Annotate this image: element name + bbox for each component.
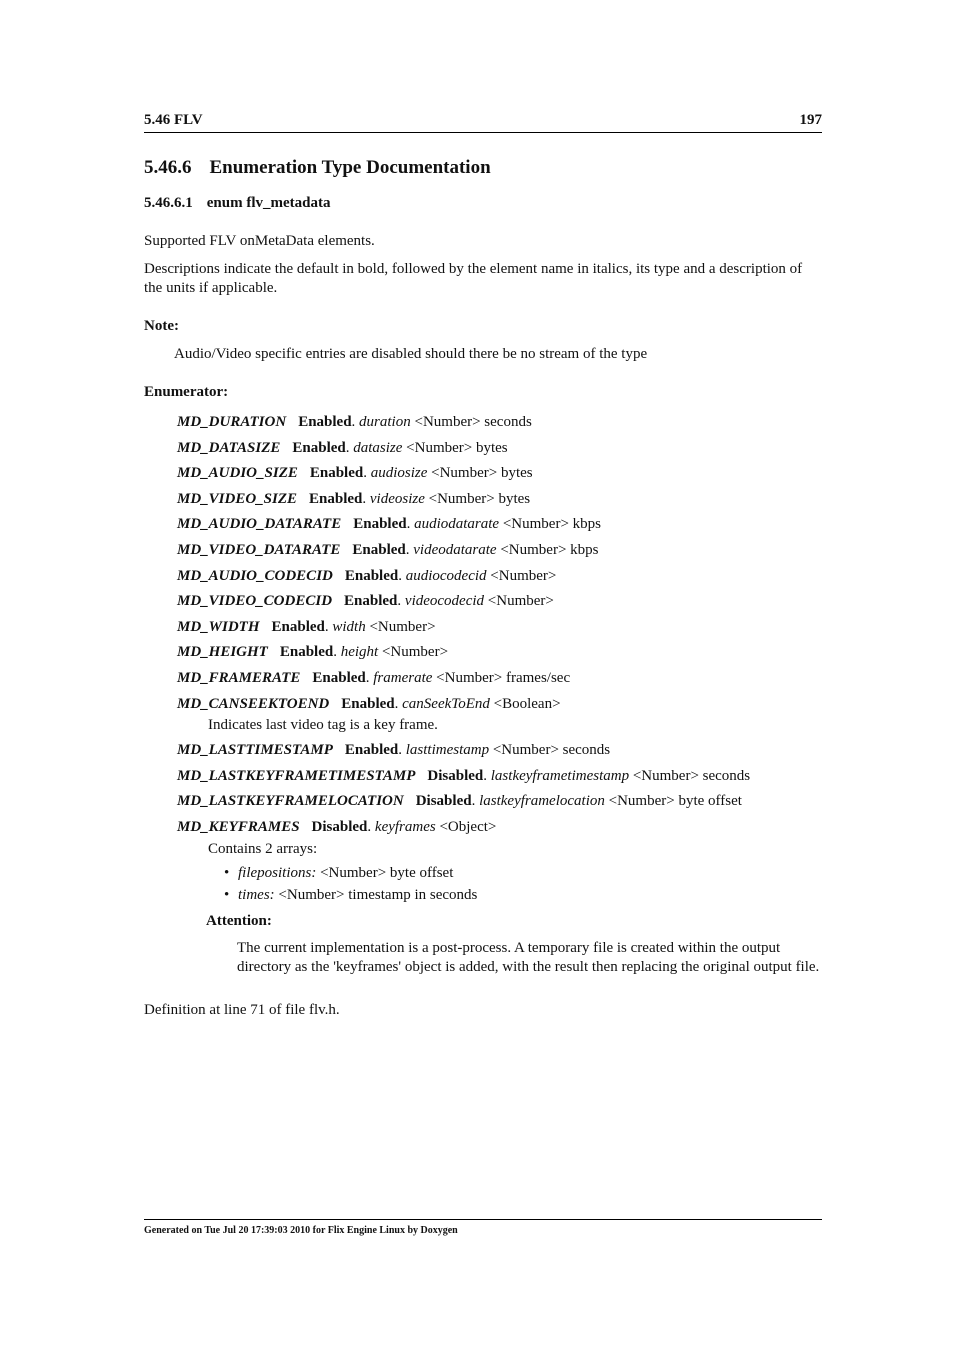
enumerator-element: videocodecid <box>404 593 485 610</box>
enumerator-name: MD_KEYFRAMES <box>177 818 300 835</box>
enumerator-row: MD_CANSEEKTOEND Enabled. canSeekToEnd <Boolean> <box>177 695 561 712</box>
enumerator-row: MD_VIDEO_DATARATE Enabled. videodatarate <Number> kbps <box>177 541 599 558</box>
enumerator-row: MD_WIDTH Enabled. width <Number> <box>177 618 436 635</box>
enumerator-type: <Number> bytes <box>427 465 533 482</box>
enumerator-element: width <box>332 618 366 635</box>
enumerator-default: Enabled <box>344 593 398 610</box>
enumerator-element: lastkeyframelocation <box>479 793 605 810</box>
enumerator-default: Enabled <box>344 567 399 584</box>
enumerator-type: <Number> seconds <box>629 767 751 784</box>
enumerator-element: canSeekToEnd <box>402 695 490 712</box>
keyframes-intro: Contains 2 arrays: <box>208 840 318 857</box>
enumerator-element: audiosize <box>370 465 428 482</box>
enumerator-element: videodatarate <box>413 541 497 558</box>
enumerator-default: Enabled <box>341 695 395 712</box>
enumerator-name: MD_DATASIZE <box>177 439 281 456</box>
enumerator-element: audiocodecid <box>405 567 487 584</box>
enumerator-type: <Boolean> <box>489 695 561 712</box>
enumerator-name: MD_AUDIO_CODECID <box>177 567 333 584</box>
enumerator-default: Disabled <box>415 793 472 810</box>
enumerator-row: MD_AUDIO_SIZE Enabled. audiosize <Number> bytes <box>177 465 533 482</box>
enumerator-element: lasttimestamp <box>405 742 490 759</box>
running-header <box>144 112 822 133</box>
enumerator-type: <Object> <box>435 818 497 835</box>
bullet-label: times: <box>238 886 275 903</box>
attention-body: The current implementation is a post-process. A temporary file is created within the output directory as the 'keyframes' object is added, with the result then replacing the original output file. <box>237 939 820 975</box>
enumerator-list <box>177 410 822 977</box>
list-item <box>238 862 822 884</box>
note-body: Audio/Video specific entries are disabled should there be no stream of the type <box>174 346 648 362</box>
enumerator-name: MD_AUDIO_SIZE <box>177 465 298 482</box>
enumerator-type: <Number> frames/sec <box>432 669 571 686</box>
subsection-number: 5.46.6.1 <box>144 195 193 211</box>
enumerator-type: <Number> <box>378 644 449 661</box>
keyframes-bullet-list <box>208 862 822 906</box>
header-section: 5.46 FLV <box>144 112 203 128</box>
enumerator-row: MD_KEYFRAMES Disabled. keyframes <Object> <box>177 818 497 835</box>
subsection-title: enum flv_metadata <box>206 195 331 211</box>
enumerator-row: MD_AUDIO_CODECID Enabled. audiocodecid <Number> <box>177 567 557 584</box>
enumerator-element: keyframes <box>374 818 436 835</box>
enumerator-type: <Number> kbps <box>499 516 601 533</box>
note-title: Note: <box>144 318 179 334</box>
enumerator-row: MD_LASTKEYFRAMETIMESTAMP Disabled. lastkeyframetimestamp <Number> seconds <box>177 767 751 784</box>
enumerator-name: MD_LASTKEYFRAMELOCATION <box>177 793 404 810</box>
enumerator-type: <Number> kbps <box>496 541 599 558</box>
enumerator-default: Enabled <box>353 516 407 533</box>
enumerator-row: MD_VIDEO_SIZE Enabled. videosize <Number> bytes <box>177 490 531 507</box>
bullet-text: <Number> timestamp in seconds <box>274 886 478 903</box>
document-page <box>144 112 822 1020</box>
enumerator-element: videosize <box>369 490 425 507</box>
enumerator-row: MD_FRAMERATE Enabled. framerate <Number> frames/sec <box>177 669 571 686</box>
enumerator-element: height <box>340 644 379 661</box>
header-page-number: 197 <box>799 112 822 128</box>
enumerator-type: <Number> bytes <box>402 439 508 456</box>
enumerator-name: MD_FRAMERATE <box>177 669 301 686</box>
enumerator-type: <Number> <box>484 593 554 610</box>
bullet-text: <Number> byte offset <box>316 864 454 881</box>
enumerator-row: MD_DATASIZE Enabled. datasize <Number> bytes <box>177 439 508 456</box>
enumerator-default: Enabled <box>271 618 325 635</box>
section-title: Enumeration Type Documentation <box>209 157 491 178</box>
attention-title: Attention: <box>206 912 272 929</box>
list-item <box>238 884 822 906</box>
enumerator-title: Enumerator: <box>144 384 229 400</box>
section-heading <box>144 157 822 179</box>
enumerator-element: framerate <box>373 669 433 686</box>
subsection-heading <box>144 195 822 212</box>
enumerator-name: MD_VIDEO_CODECID <box>177 593 333 610</box>
keyframes-detail <box>208 839 822 977</box>
enumerator-name: MD_AUDIO_DATARATE <box>177 516 342 533</box>
enumerator-name: MD_WIDTH <box>177 618 260 635</box>
enumerator-type: <Number> byte offset <box>604 793 742 810</box>
enumerator-type: <Number> seconds <box>489 742 611 759</box>
enumerator-extra-description: Indicates last video tag is a key frame. <box>208 717 438 734</box>
enumerator-default: Enabled <box>344 742 399 759</box>
enumerator-default: Disabled <box>311 818 368 835</box>
enumerator-element: lastkeyframetimestamp <box>490 767 630 784</box>
enumerator-row: MD_DURATION Enabled. duration <Number> seconds <box>177 414 532 430</box>
definition-reference: Definition at line 71 of file flv.h. <box>144 1001 340 1018</box>
brief-description: Supported FLV onMetaData elements. <box>144 233 375 249</box>
enumerator-type: <Number> <box>365 618 436 635</box>
bullet-label: filepositions: <box>238 864 317 881</box>
enumerator-name: MD_HEIGHT <box>177 644 268 661</box>
enumerator-name: MD_LASTTIMESTAMP <box>177 742 333 759</box>
enumerator-type: <Number> seconds <box>410 414 532 430</box>
enumerator-name: MD_LASTKEYFRAMETIMESTAMP <box>177 767 416 784</box>
enumerator-default: Enabled <box>309 490 363 507</box>
enumerator-row: MD_AUDIO_DATARATE Enabled. audiodatarate <Number> kbps <box>177 516 601 533</box>
enumerator-default: Enabled <box>352 541 406 558</box>
enumerator-default: Disabled <box>427 767 484 784</box>
enumerator-element: datasize <box>353 439 403 456</box>
enumerator-default: Enabled <box>279 644 334 661</box>
enumerator-type: <Number> bytes <box>424 490 531 507</box>
detailed-description: Descriptions indicate the default in bold, followed by the element name in italics, its type and a description of the units if applicable. <box>144 261 803 296</box>
enumerator-row: MD_LASTTIMESTAMP Enabled. lasttimestamp <Number> seconds <box>177 742 611 759</box>
enumerator-default: Enabled <box>309 465 364 482</box>
enumerator-row: MD_HEIGHT Enabled. height <Number> <box>177 644 449 661</box>
enumerator-row: MD_LASTKEYFRAMELOCATION Disabled. lastkeyframelocation <Number> byte offset <box>177 793 742 810</box>
enumerator-default: Enabled <box>292 439 346 456</box>
enumerator-default: Enabled <box>312 669 366 686</box>
enumerator-element: duration <box>359 414 411 430</box>
page-footer: Generated on Tue Jul 20 17:39:03 2010 for Flix Engine Linux by Doxygen <box>144 1219 822 1236</box>
enumerator-row: MD_VIDEO_CODECID Enabled. videocodecid <Number> <box>177 593 554 610</box>
enumerator-type: <Number> <box>486 567 557 584</box>
enumerator-name: MD_VIDEO_DATARATE <box>177 541 341 558</box>
enumerator-default: Enabled <box>298 414 352 430</box>
section-number: 5.46.6 <box>144 157 192 178</box>
enumerator-element: audiodatarate <box>414 516 500 533</box>
enumerator-name: MD_DURATION <box>177 414 287 430</box>
enumerator-name: MD_CANSEEKTOEND <box>177 695 330 712</box>
enumerator-name: MD_VIDEO_SIZE <box>177 490 298 507</box>
